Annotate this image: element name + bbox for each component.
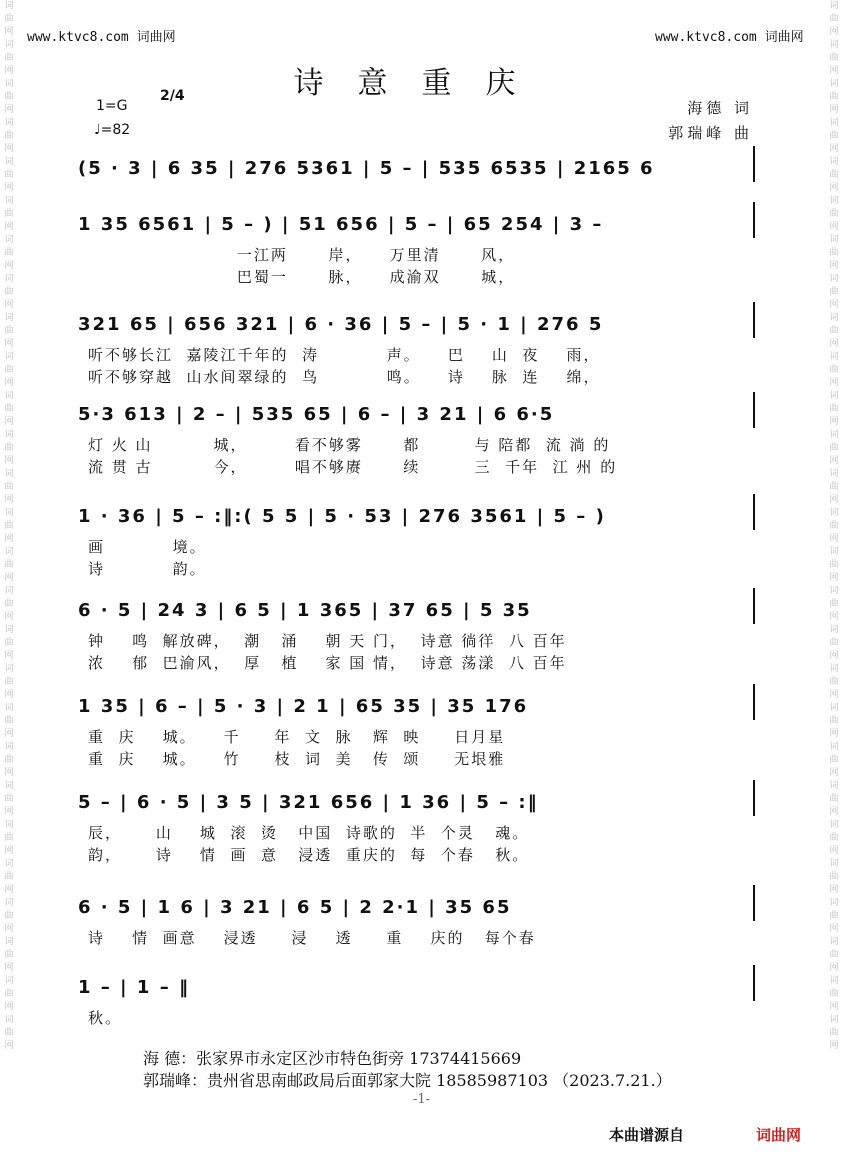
lyric-line: 听不够穿越 山水间翠绿的 鸟 鸣。 诗 脉 连 绵，	[88, 368, 601, 386]
key-signature: 1=G	[96, 98, 128, 114]
lyric-line: 韵， 诗 情 画 意 浸透 重庆的 每 个春 秋。	[88, 846, 530, 864]
lyricist-credit: 海德 词	[687, 99, 753, 117]
composer-credit: 郭瑞峰 曲	[668, 124, 753, 142]
notation-line: 1 – | 1 – ‖	[78, 977, 190, 998]
barline	[753, 885, 755, 921]
lyric-line: 诗 韵。	[88, 560, 207, 578]
brand-link[interactable]: 词曲网	[756, 1126, 802, 1144]
lyric-line: 画 境。	[88, 538, 207, 556]
site-watermark-left: www.ktvc8.com 词曲网	[27, 30, 176, 45]
lyric-line: 重 庆 城。 竹 枝 词 美 传 颂 无垠雅	[88, 750, 506, 768]
barline	[753, 392, 755, 428]
site-watermark-right: www.ktvc8.com 词曲网	[655, 30, 804, 45]
watermark-strip-right: 词曲网词曲网词曲网词曲网词曲网词曲网词曲网词曲网词曲网词曲网词曲网词曲网词曲网词曲网词曲网词曲网词曲网词曲网词曲网词曲网词曲网词曲网词曲网词曲网词曲网词曲网词曲网	[829, 1, 839, 1051]
notation-line: 1 · 36 | 5 – :‖:( 5 5 | 5 · 53 | 276 3561 | 5 – )	[78, 506, 606, 527]
lyric-line: 巴蜀一 脉， 成渝双 城，	[88, 268, 516, 286]
barline	[753, 780, 755, 816]
lyric-line: 辰， 山 城 滚 烫 中国 诗歌的 半 个灵 魂。	[88, 824, 530, 842]
lyric-line: 灯 火 山 城， 看不够雾 都 与 陪都 流 淌 的	[88, 436, 611, 454]
time-signature: 2/4	[160, 88, 185, 104]
notation-line: 6 · 5 | 24 3 | 6 5 | 1 365 | 37 65 | 5 35	[78, 600, 532, 621]
lyric-line: 诗 情 画意 浸透 浸 透 重 庆的 每个春	[88, 929, 536, 947]
watermark-strip-left: 词曲网词曲网词曲网词曲网词曲网词曲网词曲网词曲网词曲网词曲网词曲网词曲网词曲网词曲网词曲网词曲网词曲网词曲网词曲网词曲网词曲网词曲网词曲网词曲网词曲网词曲网词曲网	[4, 1, 14, 1051]
notation-line: (5 · 3 | 6 35 | 276 5361 | 5 – | 535 6535 | 2165 6	[78, 158, 655, 179]
barline	[753, 965, 755, 1001]
notation-line: 6 · 5 | 1 6 | 3 21 | 6 5 | 2 2·1 | 35 65	[78, 897, 512, 918]
notation-line: 5·3 613 | 2 – | 535 65 | 6 – | 3 21 | 6 6·5	[78, 404, 555, 425]
source-label: 本曲谱源自	[609, 1126, 685, 1144]
barline	[753, 494, 755, 530]
lyric-line: 秋。	[88, 1009, 123, 1027]
lyric-line: 一江两 岸， 万里清 风，	[88, 246, 516, 264]
barline	[753, 588, 755, 624]
tempo-marking: ♩=82	[94, 122, 131, 138]
notation-line: 321 65 | 656 321 | 6 · 36 | 5 – | 5 · 1 | 276 5	[78, 314, 604, 335]
song-title: 诗意重庆	[293, 66, 550, 101]
barline	[753, 684, 755, 720]
notation-line: 5 – | 6 · 5 | 3 5 | 321 656 | 1 36 | 5 – :‖	[78, 792, 539, 813]
barline	[753, 146, 755, 182]
lyric-line: 浓 郁 巴渝风， 厚 植 家 国 情， 诗意 荡漾 八 百年	[88, 654, 567, 672]
notation-line: 1 35 | 6 – | 5 · 3 | 2 1 | 65 35 | 35 176	[78, 696, 529, 717]
lyricist-contact: 海 德：张家界市永定区沙市特色街旁 17374415669	[143, 1049, 522, 1068]
barline	[753, 202, 755, 238]
page-number: -1-	[412, 1092, 431, 1107]
composer-contact: 郭瑞峰：贵州省思南邮政局后面郭家大院 18585987103 （2023.7.21.）	[143, 1071, 672, 1090]
lyric-line: 听不够长江 嘉陵江千年的 涛 声。 巴 山 夜 雨，	[88, 346, 601, 364]
barline	[753, 302, 755, 338]
lyric-line: 钟 鸣 解放碑， 潮 涌 朝 天 门， 诗意 徜徉 八 百年	[88, 632, 567, 650]
lyric-line: 流 贯 古 今， 唱不够赓 续 三 千年 江 州 的	[88, 458, 618, 476]
notation-line: 1 35 6561 | 5 – ) | 51 656 | 5 – | 65 254 | 3 –	[78, 214, 604, 235]
lyric-line: 重 庆 城。 千 年 文 脉 辉 映 日月星	[88, 728, 506, 746]
